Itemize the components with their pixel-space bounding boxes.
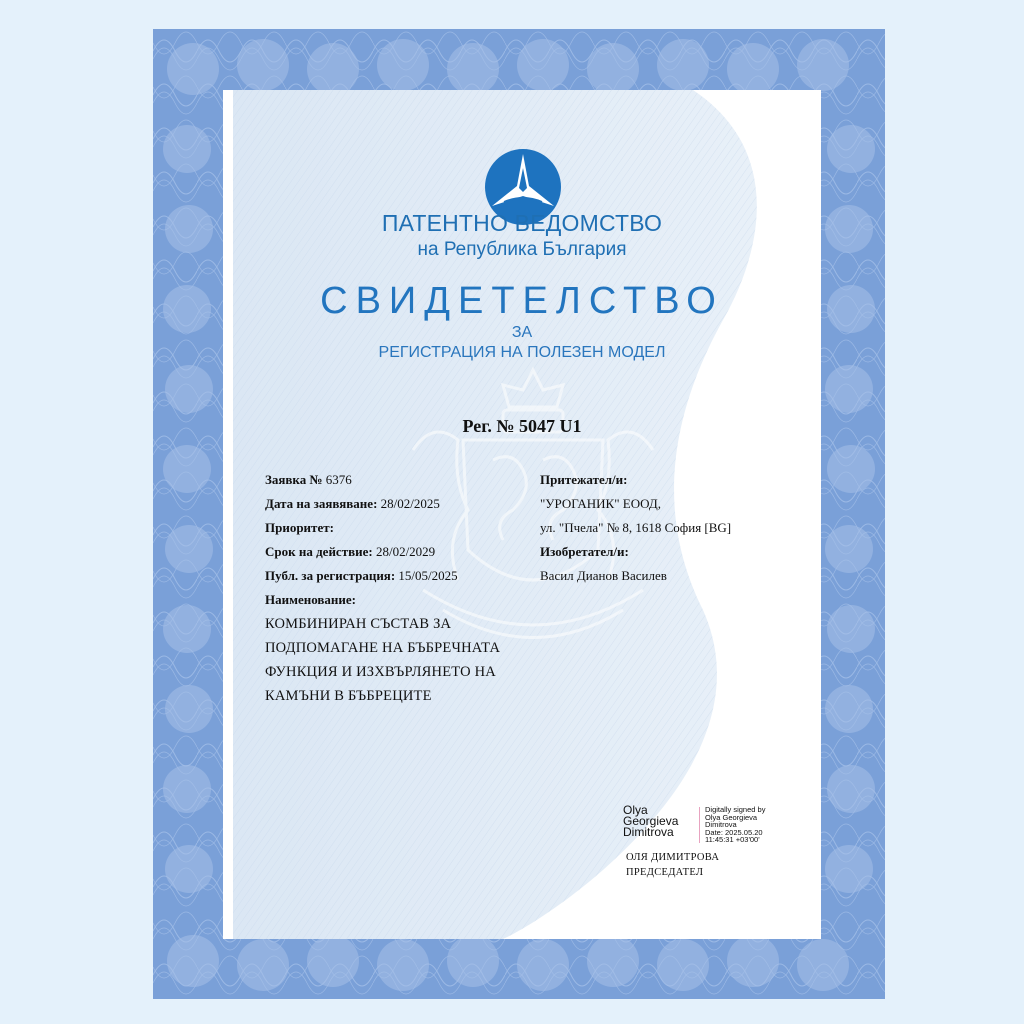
application-number bbox=[265, 472, 352, 488]
signature-signer-name: Olya Georgieva Dimitrova bbox=[623, 803, 679, 839]
office-country: на Република България bbox=[417, 239, 627, 260]
holder-name: "УРОГАНИК" ЕООД, bbox=[540, 496, 661, 511]
holder-label bbox=[540, 472, 627, 488]
validity bbox=[265, 544, 435, 560]
priority bbox=[265, 520, 334, 536]
title-line: ФУНКЦИЯ И ИЗХВЪРЛЯНЕТО НА bbox=[265, 664, 496, 680]
title-line: КОМБИНИРАН СЪСТАВ ЗА bbox=[265, 616, 452, 632]
priority-label: Приоритет: bbox=[265, 520, 334, 535]
signature-metadata: Digitally signed by Olya Georgieva Dimitrova Date: 2025.05.20 11:45:31 +03'00' bbox=[705, 805, 766, 844]
title-line: ПОДПОМАГАНЕ НА БЪБРЕЧНАТА bbox=[265, 640, 501, 656]
filing-date-label: Дата на заявяване: bbox=[265, 496, 378, 511]
registration-number: Рег. № 5047 U1 bbox=[462, 416, 582, 436]
inventor-label-text: Изобретател/и: bbox=[540, 544, 629, 559]
filing-date-value: 28/02/2025 bbox=[380, 496, 440, 511]
utility-model-title-label bbox=[265, 592, 356, 608]
certificate-title: СВИДЕТЕЛСТВО bbox=[320, 280, 724, 322]
holder-address: ул. "Пчела" № 8, 1618 София [BG] bbox=[540, 520, 732, 535]
signer-role: ПРЕДСЕДАТЕЛ bbox=[626, 867, 704, 878]
publication-value: 15/05/2025 bbox=[398, 568, 458, 583]
signer-name: ОЛЯ ДИМИТРОВА bbox=[626, 852, 720, 863]
validity-label: Срок на действие: bbox=[265, 544, 373, 559]
title-label: Наименование: bbox=[265, 592, 356, 607]
holder-label-text: Притежател/и: bbox=[540, 472, 628, 487]
filing-date bbox=[265, 496, 440, 512]
certificate-frame bbox=[153, 29, 885, 999]
office-name: ПАТЕНТНО ВЕДОМСТВО bbox=[381, 210, 663, 236]
validity-value: 28/02/2029 bbox=[375, 544, 436, 559]
certificate-subtitle: РЕГИСТРАЦИЯ НА ПОЛЕЗЕН МОДЕЛ bbox=[378, 344, 666, 361]
application-label: Заявка № bbox=[265, 472, 323, 487]
application-value: 6376 bbox=[325, 472, 352, 487]
inventor-label bbox=[540, 544, 629, 560]
signature-divider bbox=[699, 807, 700, 843]
certificate-paper bbox=[223, 90, 821, 939]
title-line: КАМЪНИ В БЪБРЕЦИТЕ bbox=[265, 688, 432, 704]
publication bbox=[265, 568, 458, 584]
publication-label: Публ. за регистрация: bbox=[265, 568, 396, 583]
inventor-name: Васил Дианов Василев bbox=[540, 568, 667, 583]
certificate-for: ЗА bbox=[511, 324, 533, 341]
